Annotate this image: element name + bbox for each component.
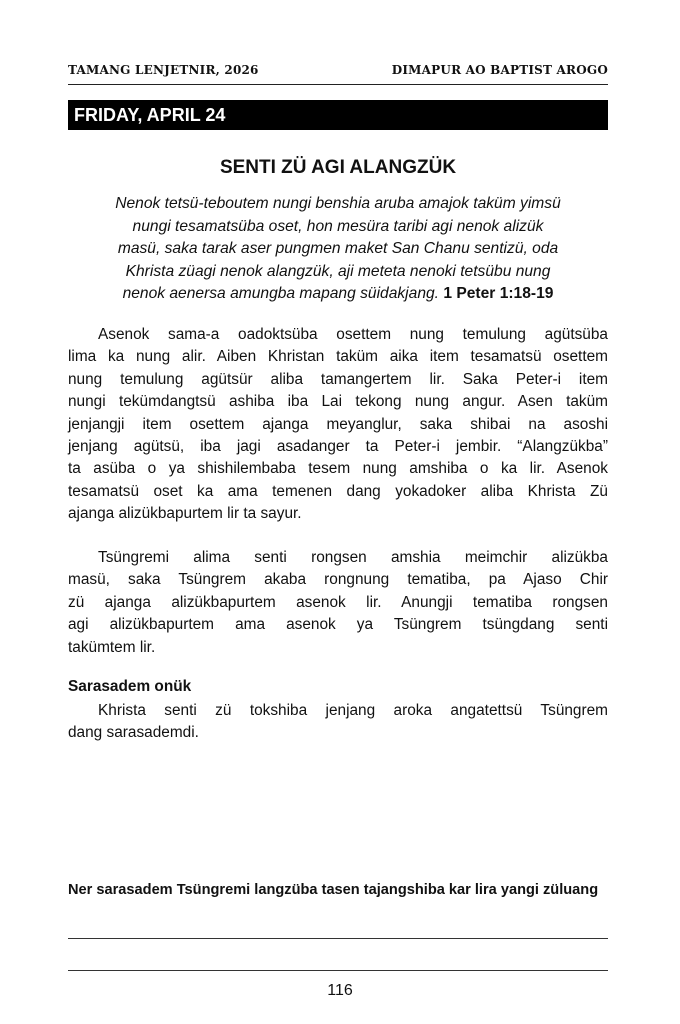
verse-line <box>68 283 608 306</box>
text-line: tesamatsü oset ka ama temenen dang yokadoker aliba Khrista Zü <box>68 482 608 500</box>
devotion-title: SENTI ZÜ AGI ALANGZÜK <box>219 157 457 178</box>
scripture-verse <box>68 193 608 306</box>
prayer-text <box>68 700 608 745</box>
header-right: DIMAPUR AO BAPTIST AROGO <box>391 63 608 77</box>
header-left: TAMANG LENJETNIR, 2026 <box>68 63 259 77</box>
verse-line: nungi tesamatsüba oset, hon mesüra taribi agi nenok alizük <box>132 217 544 235</box>
reflection-prompt: Ner sarasadem Tsüngremi langzüba tasen tajangshiba kar lira yangi züluang <box>68 882 599 898</box>
text-line: takümtem lir. <box>68 638 156 656</box>
text-line: Asenok sama-a oadoktsüba osettem nung temulung agütsüba <box>98 326 608 343</box>
verse-line-text: nenok aenersa amungba mapang süidakjang. <box>122 285 439 302</box>
text-line: dang sarasademdi. <box>68 724 199 742</box>
text-line: zü ajanga alizükbapurtem asenok lir. Anungji tematiba rongsen <box>68 593 608 611</box>
page-number: 116 <box>327 982 353 999</box>
running-header <box>68 63 608 77</box>
text-line: jenjang agütsü, iba jagi asadanger ta Peter-i jembir. “Alangzükba” <box>68 438 608 456</box>
text-line: ta asüba o ya shishilembaba tesem nung amshiba o ka lir. Asenok <box>68 460 608 478</box>
text-line: Khrista senti zü tokshiba jenjang aroka angatettsü Tsüngrem <box>98 702 608 719</box>
writing-line <box>68 970 608 971</box>
text-line: Tsüngremi alima senti rongsen amshia meimchir alizükba <box>98 549 608 566</box>
text-line: ajanga alizükbapurtem lir ta sayur. <box>68 505 302 523</box>
verse-line: Nenok tetsü-teboutem nungi benshia aruba amajok taküm yimsü <box>115 195 561 212</box>
verse-line: masü, saka tarak aser pungmen maket San Chanu sentizü, oda <box>117 240 559 257</box>
text-line: agi alizükbapurtem ama asenok ya Tsüngrem tsüngdang senti <box>68 616 608 634</box>
verse-reference: 1 Peter 1:18-19 <box>443 285 554 302</box>
writing-line <box>68 938 608 939</box>
text-line: nung temulung agütsür aliba tamangertem lir. Saka Peter-i item <box>68 370 608 388</box>
paragraph-1 <box>68 324 608 526</box>
text-line: nungi tekümdangtsü ashiba iba Lai tekong nung angur. Asen taküm <box>68 393 608 411</box>
text-line: masü, saka Tsüngrem akaba rongnung tematiba, pa Ajaso Chir <box>68 571 608 589</box>
verse-line: Khrista züagi nenok alangzük, aji meteta nenoki tetsübu nung <box>125 262 551 280</box>
prayer-heading: Sarasadem onük <box>68 678 192 695</box>
text-line: jenjangji item osettem ajanga meyanglur, saka shibai na asoshi <box>68 415 608 433</box>
day-banner: FRIDAY, APRIL 24 <box>68 100 608 130</box>
paragraph-2 <box>68 547 608 659</box>
header-divider <box>68 84 608 85</box>
text-line: lima ka nung alir. Aiben Khristan taküm aika item tesamatsü osettem <box>68 348 608 366</box>
